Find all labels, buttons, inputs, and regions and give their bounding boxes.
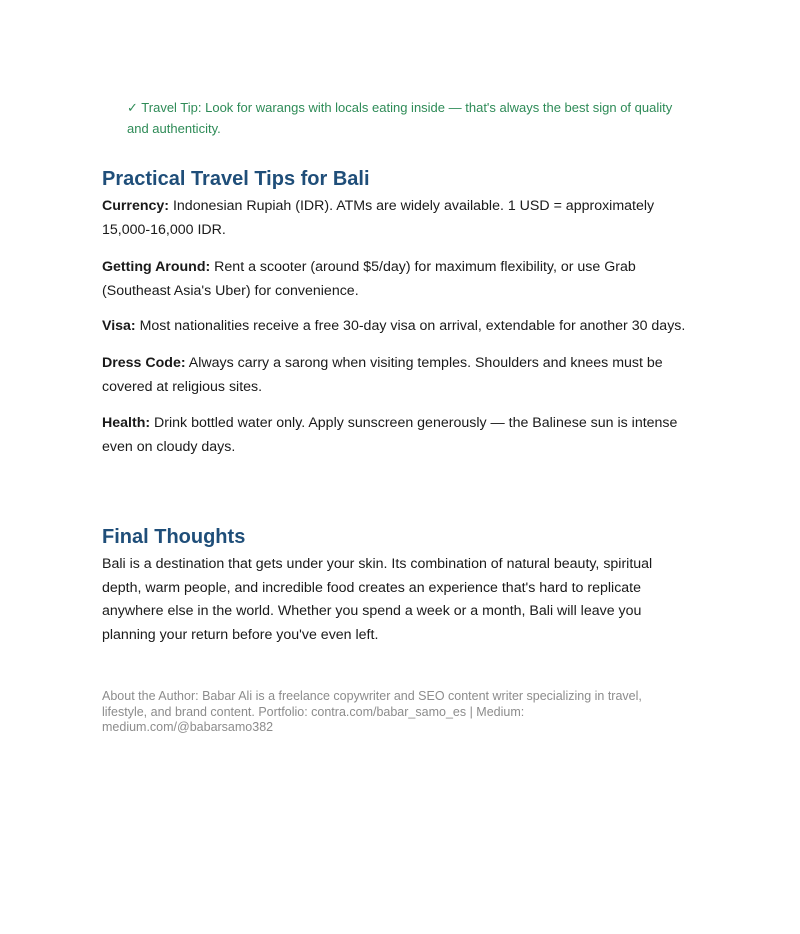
travel-tip-text: Travel Tip: Look for warangs with locals eating inside — that's always the best sign of quality and authenticity. xyxy=(127,100,673,136)
section-heading-practical-tips: Practical Travel Tips for Bali xyxy=(102,168,370,190)
tip-item-getting-around xyxy=(102,256,702,303)
tip-text: Most nationalities receive a free 30-day visa on arrival, extendable for another 30 days. xyxy=(135,318,686,334)
tip-item-dress-code xyxy=(102,352,702,399)
travel-tip-callout xyxy=(127,97,697,139)
tip-item-visa xyxy=(102,315,722,339)
tip-label: Health: xyxy=(102,415,151,431)
tip-label: Currency: xyxy=(102,198,170,214)
checkmark-icon: ✓ xyxy=(127,100,138,115)
author-bio: About the Author: Babar Ali is a freelance copywriter and SEO content writer specializing in travel, lifestyle, and brand content. Portfolio: contra.com/babar_samo_es | Medium: medium.com/@babarsamo382 xyxy=(102,689,642,734)
tip-text: Always carry a sarong when visiting temples. Shoulders and knees must be covered at religious sites. xyxy=(102,355,663,395)
tip-label: Getting Around: xyxy=(102,259,211,275)
tip-label: Visa: xyxy=(102,318,136,334)
tip-text: Rent a scooter (around $5/day) for maximum flexibility, or use Grab (Southeast Asia's Uber) for convenience. xyxy=(102,259,636,299)
tip-text: Indonesian Rupiah (IDR). ATMs are widely available. 1 USD = approximately 15,000-16,000 IDR. xyxy=(102,198,655,238)
tip-item-currency xyxy=(102,195,702,242)
section-heading-final-thoughts: Final Thoughts xyxy=(102,526,246,548)
tip-text: Drink bottled water only. Apply sunscreen generously — the Balinese sun is intense even on cloudy days. xyxy=(102,415,678,455)
tip-item-health xyxy=(102,412,702,459)
tip-label: Dress Code: xyxy=(102,355,186,371)
final-thoughts-paragraph: Bali is a destination that gets under your skin. Its combination of natural beauty, spiritual depth, warm people, and incredible food creates an experience that's hard to replicate anywhere else in the world. Whether you spend a week or a month, Bali will leave you planning your return before you've even left. xyxy=(102,556,653,643)
